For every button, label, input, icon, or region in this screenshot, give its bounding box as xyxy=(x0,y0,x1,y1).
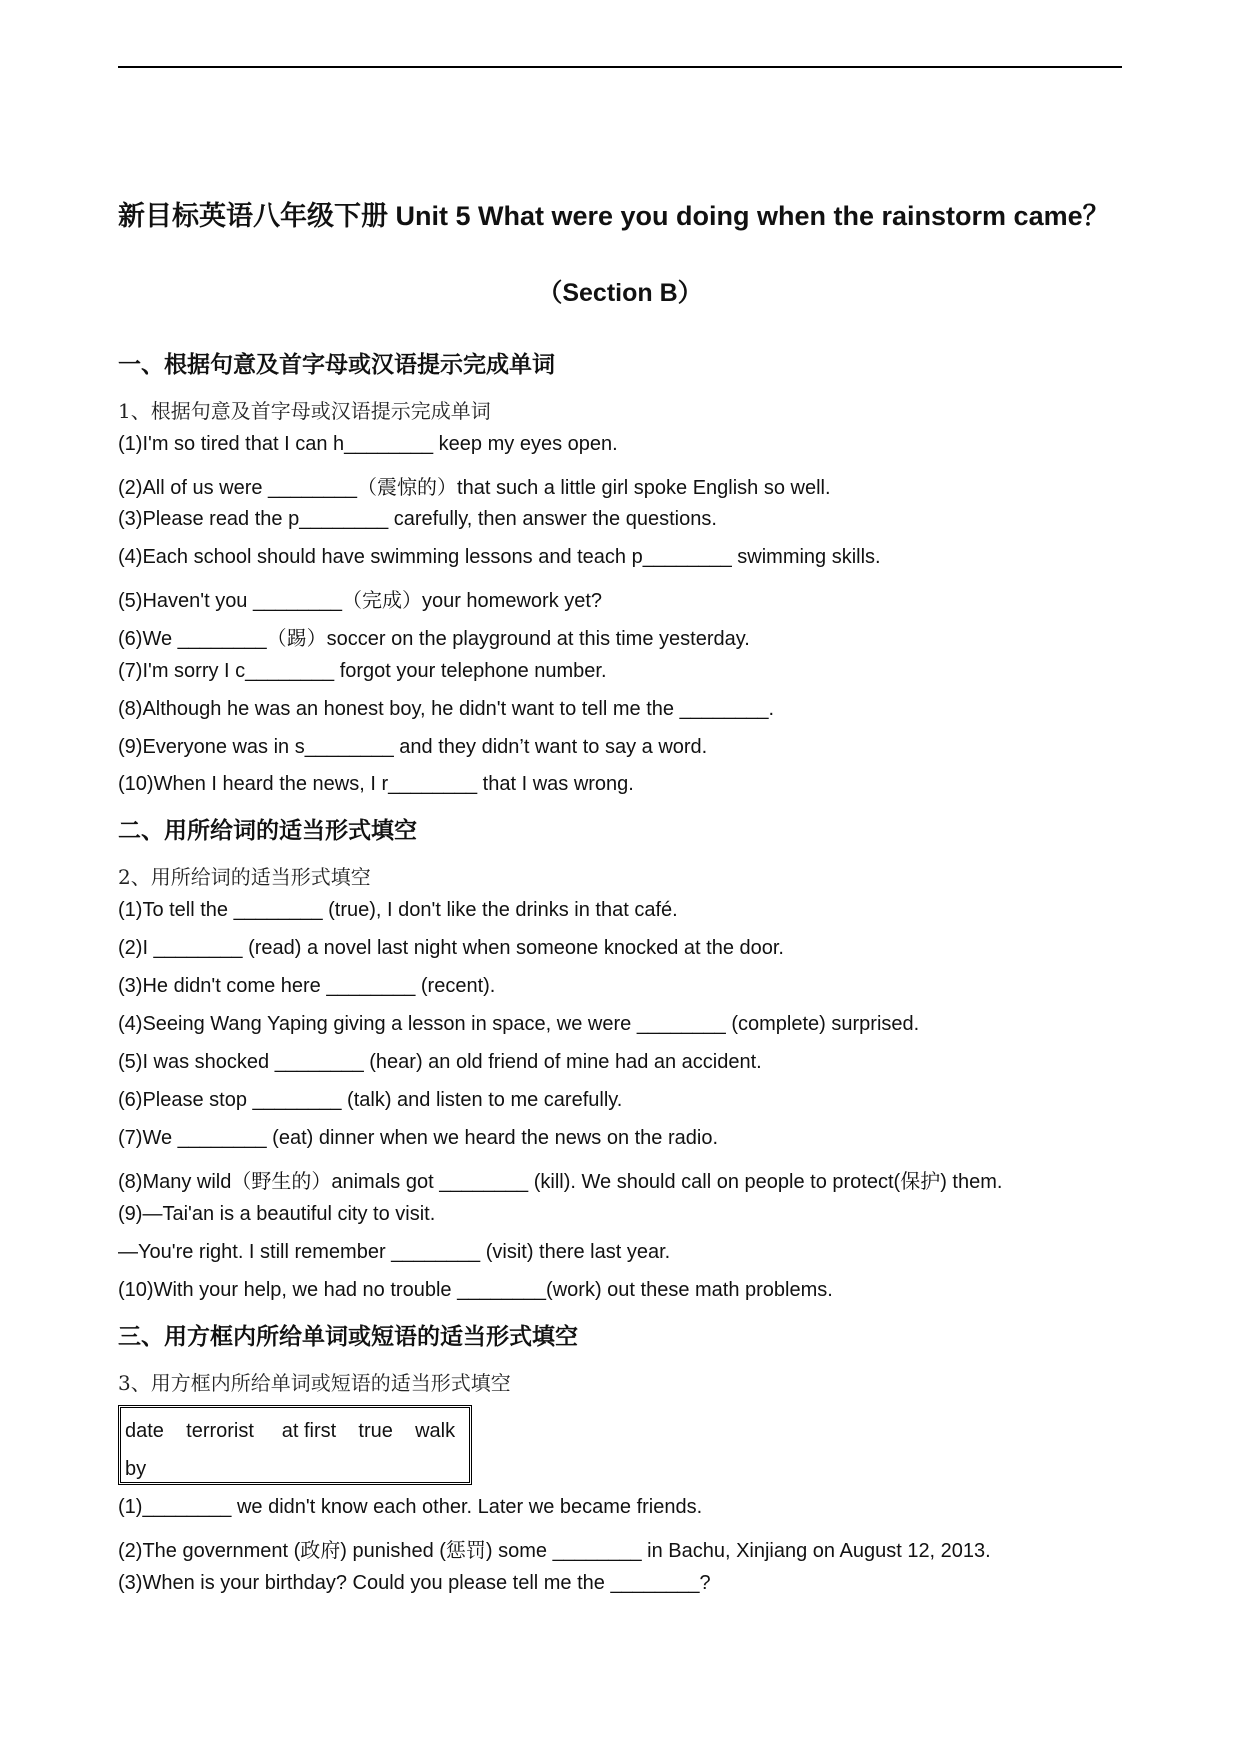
question-line: (5)I was shocked ________ (hear) an old friend of mine had an accident. xyxy=(118,1051,762,1073)
question-line: (1)To tell the ________ (true), I don't like the drinks in that café. xyxy=(118,899,678,921)
question-line: (5)Haven't you ________（完成）your homework yet? xyxy=(118,590,603,612)
question-line: (6)We ________（踢）soccer on the playground at this time yesterday. xyxy=(118,628,750,650)
question-line: (3)He didn't come here ________ (recent). xyxy=(118,975,496,997)
question-line: (3)Please read the p________ carefully, then answer the questions. xyxy=(118,508,717,530)
question-line: (7)We ________ (eat) dinner when we heard the news on the radio. xyxy=(118,1127,719,1149)
section-2-subheading: 2、用所给词的适当形式填空 xyxy=(118,865,371,889)
question-line: (9)—Tai'an is a beautiful city to visit. xyxy=(118,1203,436,1225)
question-line: (9)Everyone was in s________ and they didn’t want to say a word. xyxy=(118,736,708,758)
question-line: (10)With your help, we had no trouble ________(work) out these math problems. xyxy=(118,1279,833,1301)
word-bank-line: date terrorist at first true walk xyxy=(125,1420,456,1442)
section-3-heading: 三、用方框内所给单词或短语的适当形式填空 xyxy=(118,1323,578,1349)
question-line: (7)I'm sorry I c________ forgot your telephone number. xyxy=(118,660,607,682)
question-line: (4)Seeing Wang Yaping giving a lesson in space, we were ________ (complete) surprised. xyxy=(118,1013,920,1035)
section-1-heading: 一、根据句意及首字母或汉语提示完成单词 xyxy=(118,351,555,377)
question-line: (6)Please stop ________ (talk) and listen to me carefully. xyxy=(118,1089,623,1111)
question-line: (2)All of us were ________（震惊的）that such a little girl spoke English so well. xyxy=(118,477,831,499)
question-line: (1)I'm so tired that I can h________ keep my eyes open. xyxy=(118,433,618,455)
section-3-subheading: 3、用方框内所给单词或短语的适当形式填空 xyxy=(118,1371,511,1395)
page-title: 新目标英语八年级下册 Unit 5 What were you doing when the rainstorm came？ xyxy=(118,201,1110,231)
page-subtitle: （Section B） xyxy=(537,279,703,307)
section-1-subheading: 1、根据句意及首字母或汉语提示完成单词 xyxy=(118,399,491,423)
section-2-heading: 二、用所给词的适当形式填空 xyxy=(118,817,417,843)
question-line: (4)Each school should have swimming lessons and teach p________ swimming skills. xyxy=(118,546,881,568)
word-bank-line: by xyxy=(125,1458,147,1480)
word-bank-box xyxy=(118,1405,472,1485)
question-line: —You're right. I still remember ________ (visit) there last year. xyxy=(118,1241,671,1263)
question-line: (1)________ we didn't know each other. Later we became friends. xyxy=(118,1496,703,1518)
question-line: (2)The government (政府) punished (惩罚) some ________ in Bachu, Xinjiang on August 12, 2013. xyxy=(118,1540,991,1562)
question-line: (8)Although he was an honest boy, he didn't want to tell me the ________. xyxy=(118,698,775,720)
question-line: (8)Many wild（野生的）animals got ________ (kill). We should call on people to protect(保护) them. xyxy=(118,1171,1003,1193)
question-line: (3)When is your birthday? Could you please tell me the ________? xyxy=(118,1572,711,1594)
question-line: (10)When I heard the news, I r________ that I was wrong. xyxy=(118,773,634,795)
header-rule xyxy=(118,66,1122,68)
question-line: (2)I ________ (read) a novel last night when someone knocked at the door. xyxy=(118,937,784,959)
